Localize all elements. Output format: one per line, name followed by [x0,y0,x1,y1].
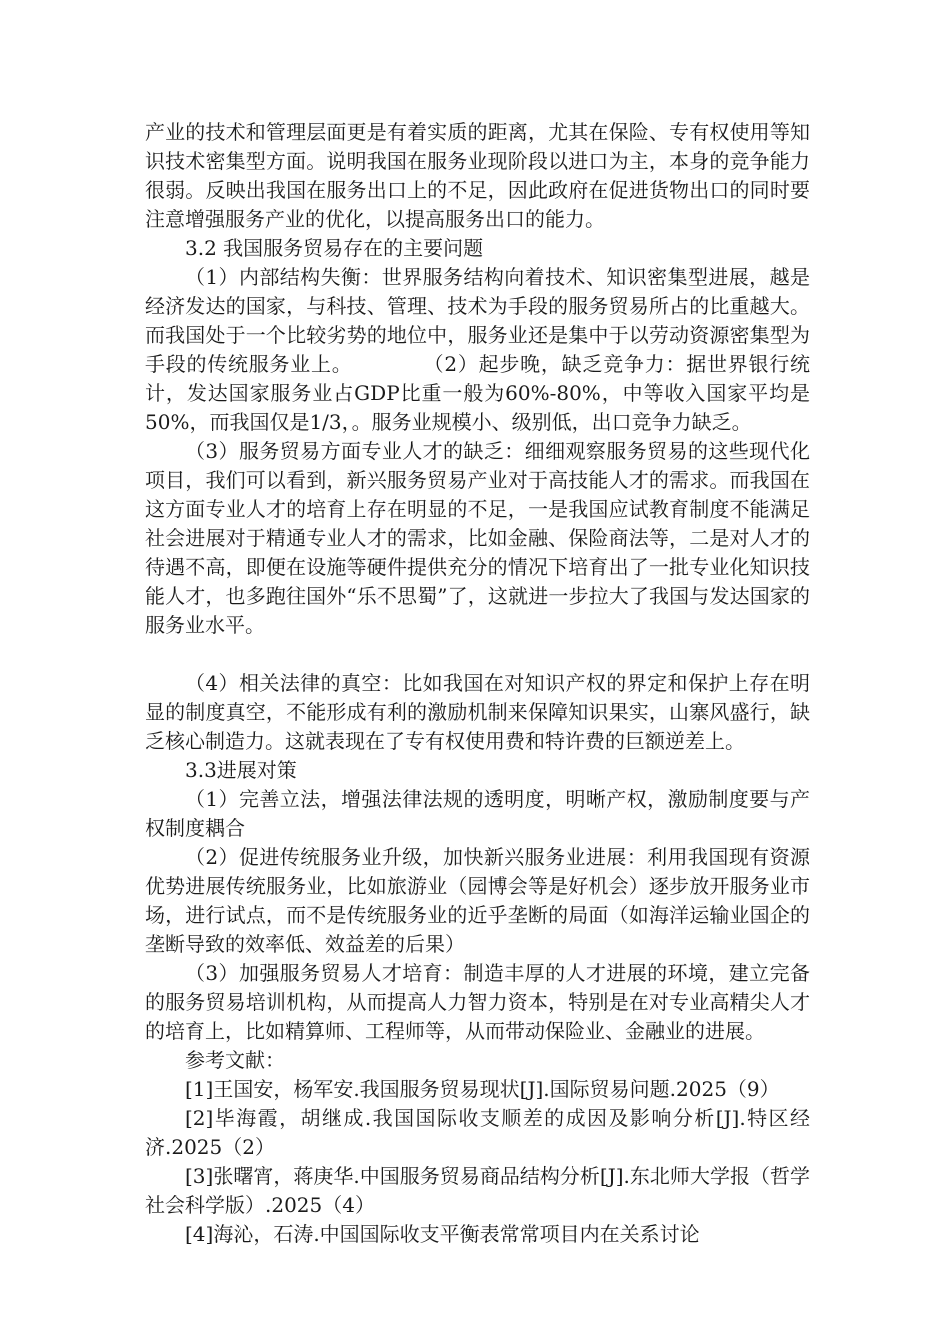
paragraph-gap [145,640,810,669]
paragraph-strategy-3: （3）加强服务贸易人才培育：制造丰厚的人才进展的环境，建立完备的服务贸易培训机构，从而提高人力智力资本，特别是在对专业高精尖人才的培育上，比如精算师、工程师等，从而带动保险业、金融业的进展。 [145,961,810,1043]
paragraph-strategy-2: （2）促进传统服务业升级，加快新兴服务业进展：利用我国现有资源优势进展传统服务业，比如旅游业（园博会等是好机会）逐步放开服务业市场，进行试点，而不是传统服务业的近乎垄断的局面（如海洋运输业国企的垄断导致的效率低、效益差的后果） [145,845,810,956]
paragraph-problem-3: （3）服务贸易方面专业人才的缺乏：细细观察服务贸易的这些现代化项目，我们可以看到，新兴服务贸易产业对于高技能人才的需求。而我国在这方面专业人才的培育上存在明显的不足，一是我国应试教育制度不能满足社会进展对于精通专业人才的需求，比如金融、保险商法等，二是对人才的待遇不高，即便在设施等硬件提供充分的情况下培育出了一批专业化知识技能人才，也多跑往国外“乐不思蜀”了，这就进一步拉大了我国与发达国家的服务业水平。 [145,439,810,637]
reference-item-1: [1]王国安，杨军安.我国服务贸易现状[J].国际贸易问题.2025（9） [185,1077,780,1101]
document-body [145,118,810,1249]
paragraph-strategy-1: （1）完善立法，增强法律法规的透明度，明晰产权，激励制度要与产权制度耦合 [145,787,810,840]
paragraph-intro: 产业的技术和管理层面更是有着实质的距离，尤其在保险、专有权使用等知识技术密集型方面。说明我国在服务业现阶段以进口为主，本身的竞争能力很弱。反映出我国在服务出口上的不足，因此政府在促进货物出口的同时要注意增强服务产业的优化，以提高服务出口的能力。 [145,120,810,231]
reference-item-3: [3]张曙宵，蒋庚华.中国服务贸易商品结构分析[J].东北师大学报（哲学社会科学版）.2025（4） [145,1164,810,1217]
paragraph-problem-1-2: （1）内部结构失衡：世界服务结构向着技术、知识密集型进展，越是经济发达的国家，与科技、管理、技术为手段的服务贸易所占的比重越大。而我国处于一个比较劣势的地位中，服务业还是集中于以劳动资源密集型为手段的传统服务业上。 （2）起步晚，缺乏竞争力：据世界银行统计，发达国家服务业占GDP比重一般为60%-80%，中等收入国家平均是50%，而我国仅是1/3，。服务业规模小、级别低，出口竞争力缺乏。 [145,265,810,434]
references-heading: 参考文献： [185,1048,285,1072]
reference-item-2: [2]毕海霞，胡继成.我国国际收支顺差的成因及影响分析[J].特区经济.2025（2） [145,1106,810,1159]
section-heading-3-3: 3.3进展对策 [185,758,297,782]
paragraph-problem-4: （4）相关法律的真空：比如我国在对知识产权的界定和保护上存在明显的制度真空，不能形成有利的激励机制来保障知识果实，山寨风盛行，缺乏核心制造力。这就表现在了专有权使用费和特许费的巨额逆差上。 [145,671,810,753]
section-heading-3-2: 3.2 我国服务贸易存在的主要问题 [185,236,484,260]
reference-item-4: [4]海沁，石涛.中国国际收支平衡表常常项目内在关系讨论 [185,1222,700,1246]
